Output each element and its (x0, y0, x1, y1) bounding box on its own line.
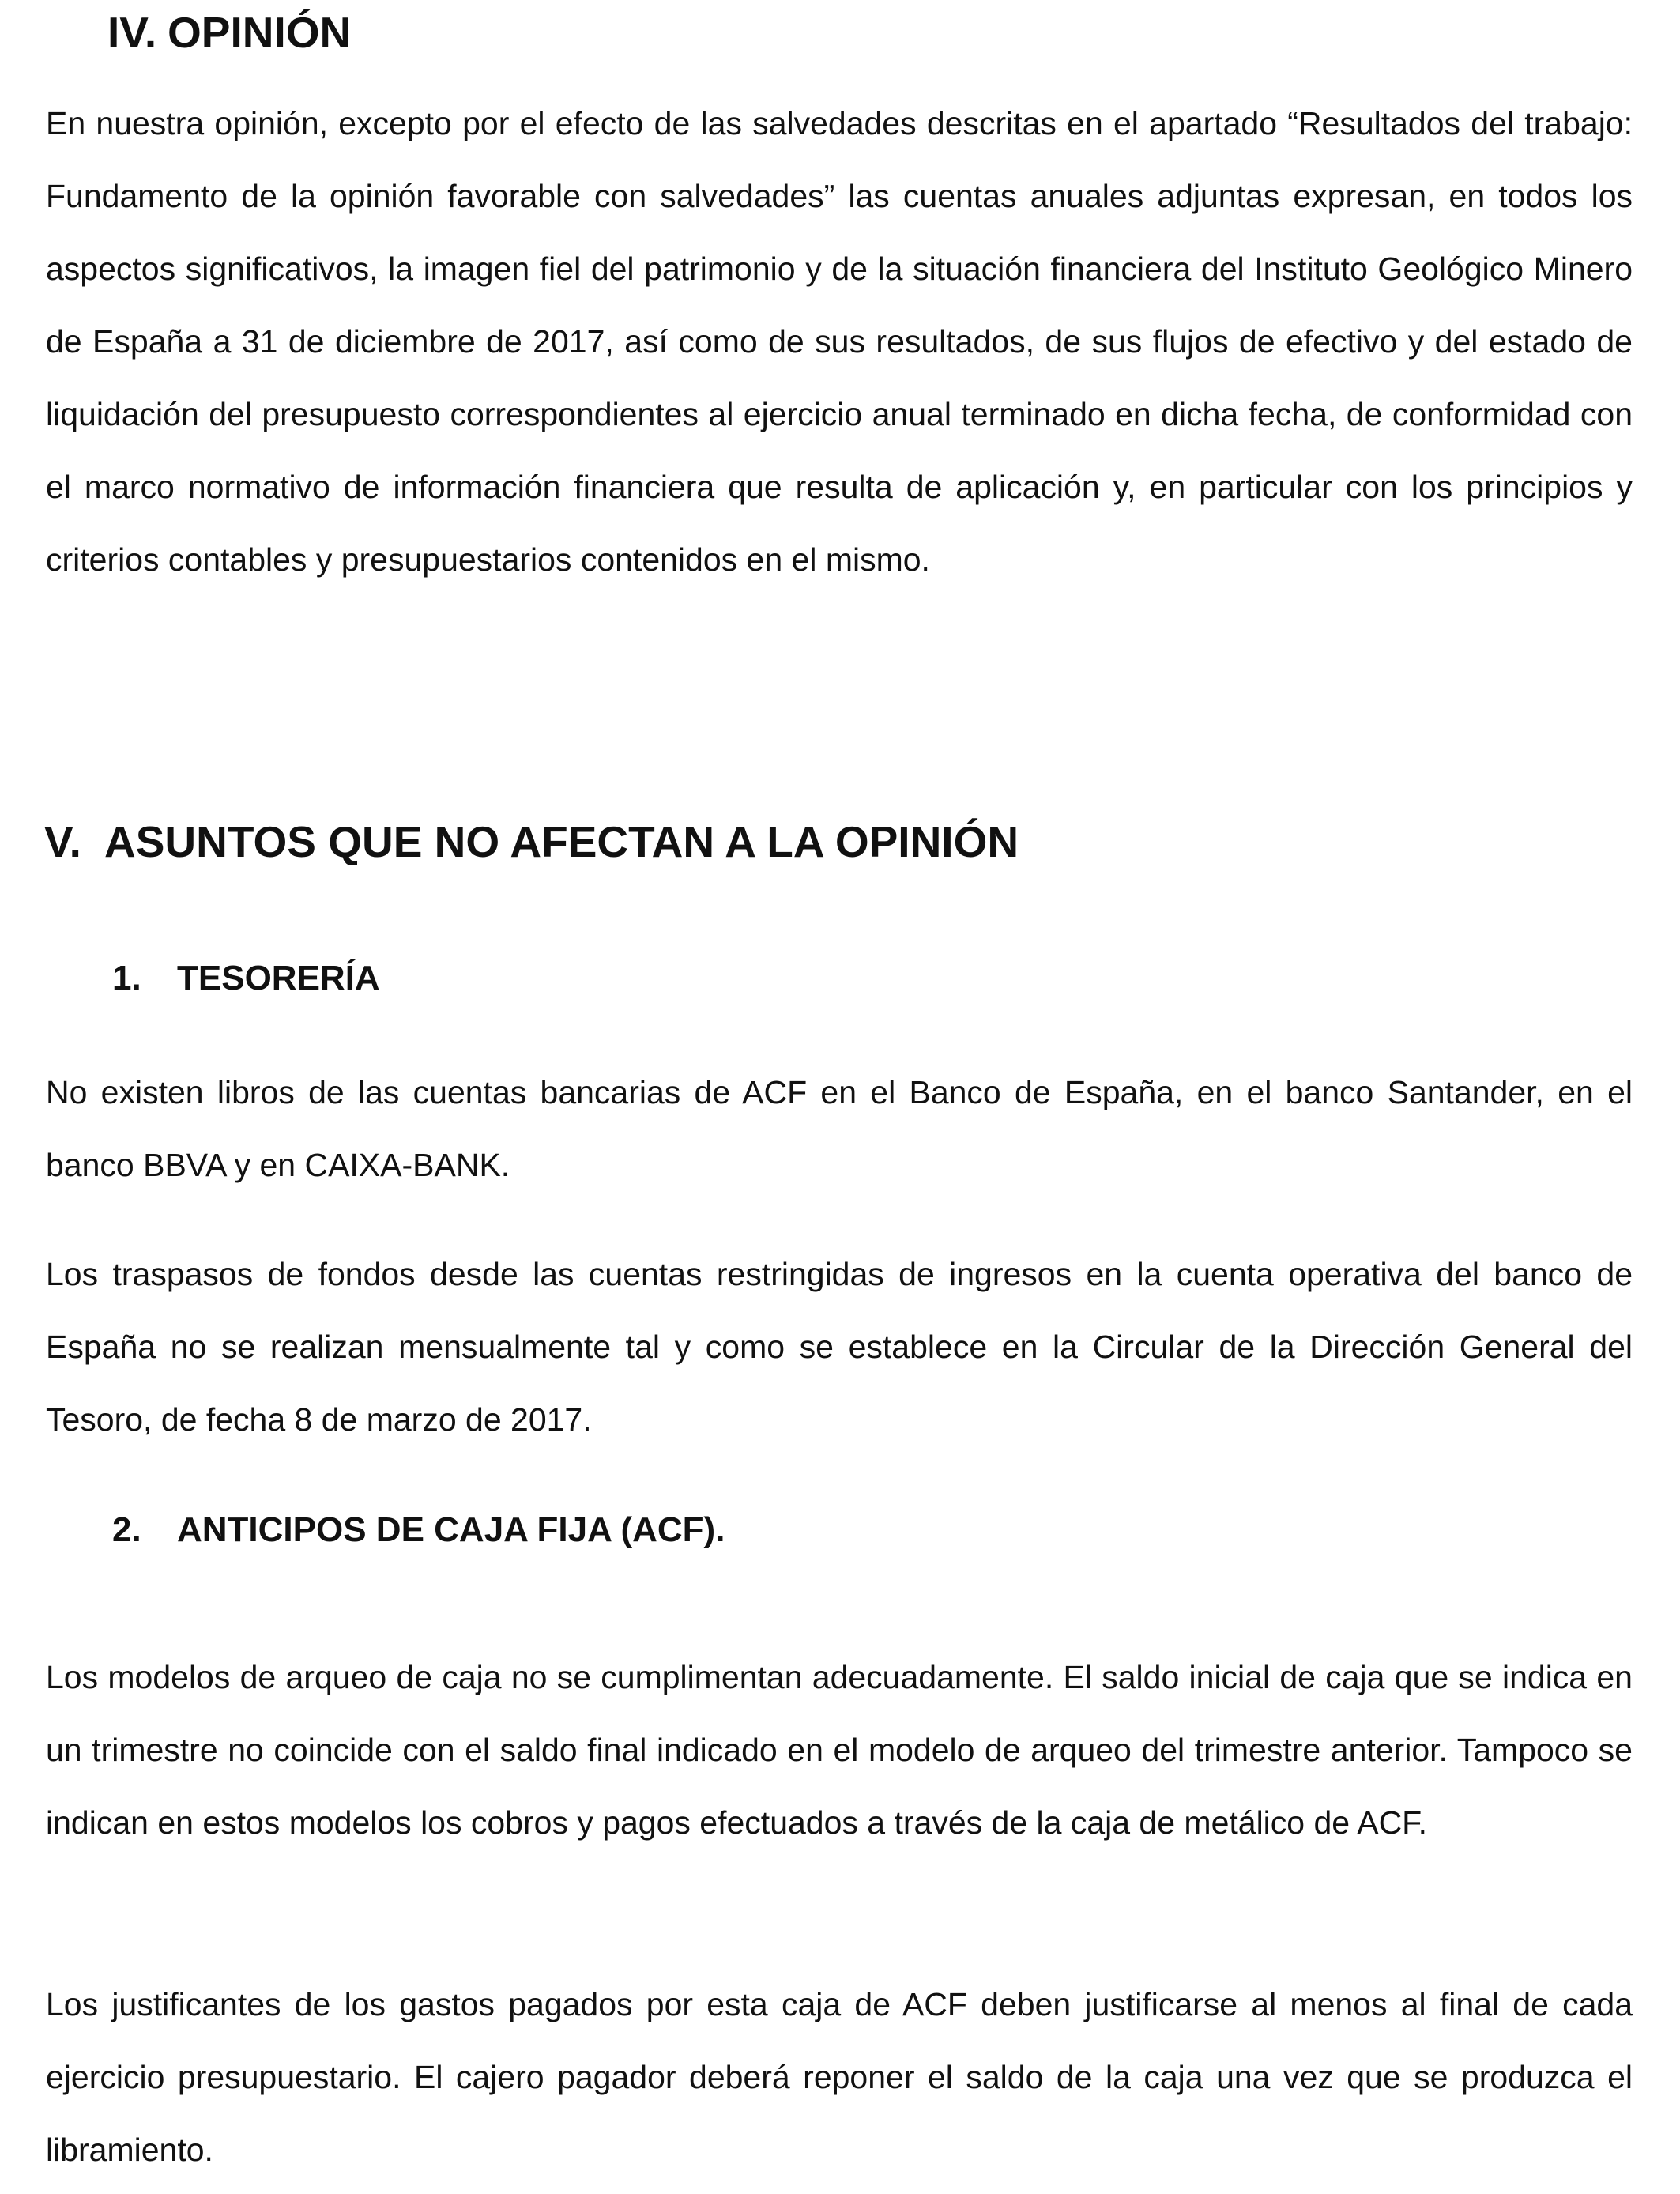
opinion-paragraph: En nuestra opinión, excepto por el efecto de las salvedades descritas en el apartado “Resultados del trabajo: Fundamento de la opinión favorable con salvedades” las cuentas anuales adjuntas expresan, en todos los aspectos significativos, la imagen fiel del patrimonio y de la situación financiera del Instituto Geológico Minero de España a 31 de diciembre de 2017, así como de sus resultados, de sus flujos de efectivo y del estado de liquidación del presupuesto correspondientes al ejercicio anual terminado en dicha fecha, de conformidad con el marco normativo de información financiera que resulta de aplicación y, en particular con los principios y criterios contables y presupuestarios contenidos en el mismo. (46, 105, 1633, 578)
tesoreria-paragraph-1: No existen libros de las cuentas bancarias de ACF en el Banco de España, en el banco Santander, en el banco BBVA y en CAIXA-BANK. (46, 1074, 1633, 1183)
tesoreria-paragraph-2: Los traspasos de fondos desde las cuentas restringidas de ingresos en la cuenta operativa del banco de España no se realizan mensualmente tal y como se establece en la Circular de la Dirección General del Tesoro, de fecha 8 de marzo de 2017. (46, 1256, 1633, 1438)
section-v-heading (44, 817, 1019, 866)
section-iv-heading (107, 8, 352, 57)
section-v-number: V. (44, 817, 81, 866)
subsection-tesoreria-title: TESORERÍA (177, 959, 380, 997)
subsection-tesoreria-heading (112, 961, 380, 996)
subsection-acf-heading (112, 1510, 725, 1549)
acf-paragraph-1: Los modelos de arqueo de caja no se cumplimentan adecuadamente. El saldo inicial de caja que se indica en un trimestre no coincide con el saldo final indicado en el modelo de arqueo del trimestre anterior. Tampoco se indican en estos modelos los cobros y pagos efectuados a través de la caja de metálico de ACF. (46, 1659, 1633, 1841)
subsection-acf-title: ANTICIPOS DE CAJA FIJA (ACF). (177, 1510, 725, 1549)
subsection-acf-number: 2. (112, 1510, 141, 1549)
acf-paragraph-2: Los justificantes de los gastos pagados por esta caja de ACF deben justificarse al menos al final de cada ejercicio presupuestario. El cajero pagador deberá reponer el saldo de la caja una vez que se produzca el libramiento. (46, 1986, 1633, 2168)
section-iv-title: OPINIÓN (168, 8, 352, 57)
subsection-tesoreria-number: 1. (112, 959, 141, 997)
section-v-title: ASUNTOS QUE NO AFECTAN A LA OPINIÓN (104, 817, 1019, 866)
section-iv-number: IV. (107, 8, 157, 57)
